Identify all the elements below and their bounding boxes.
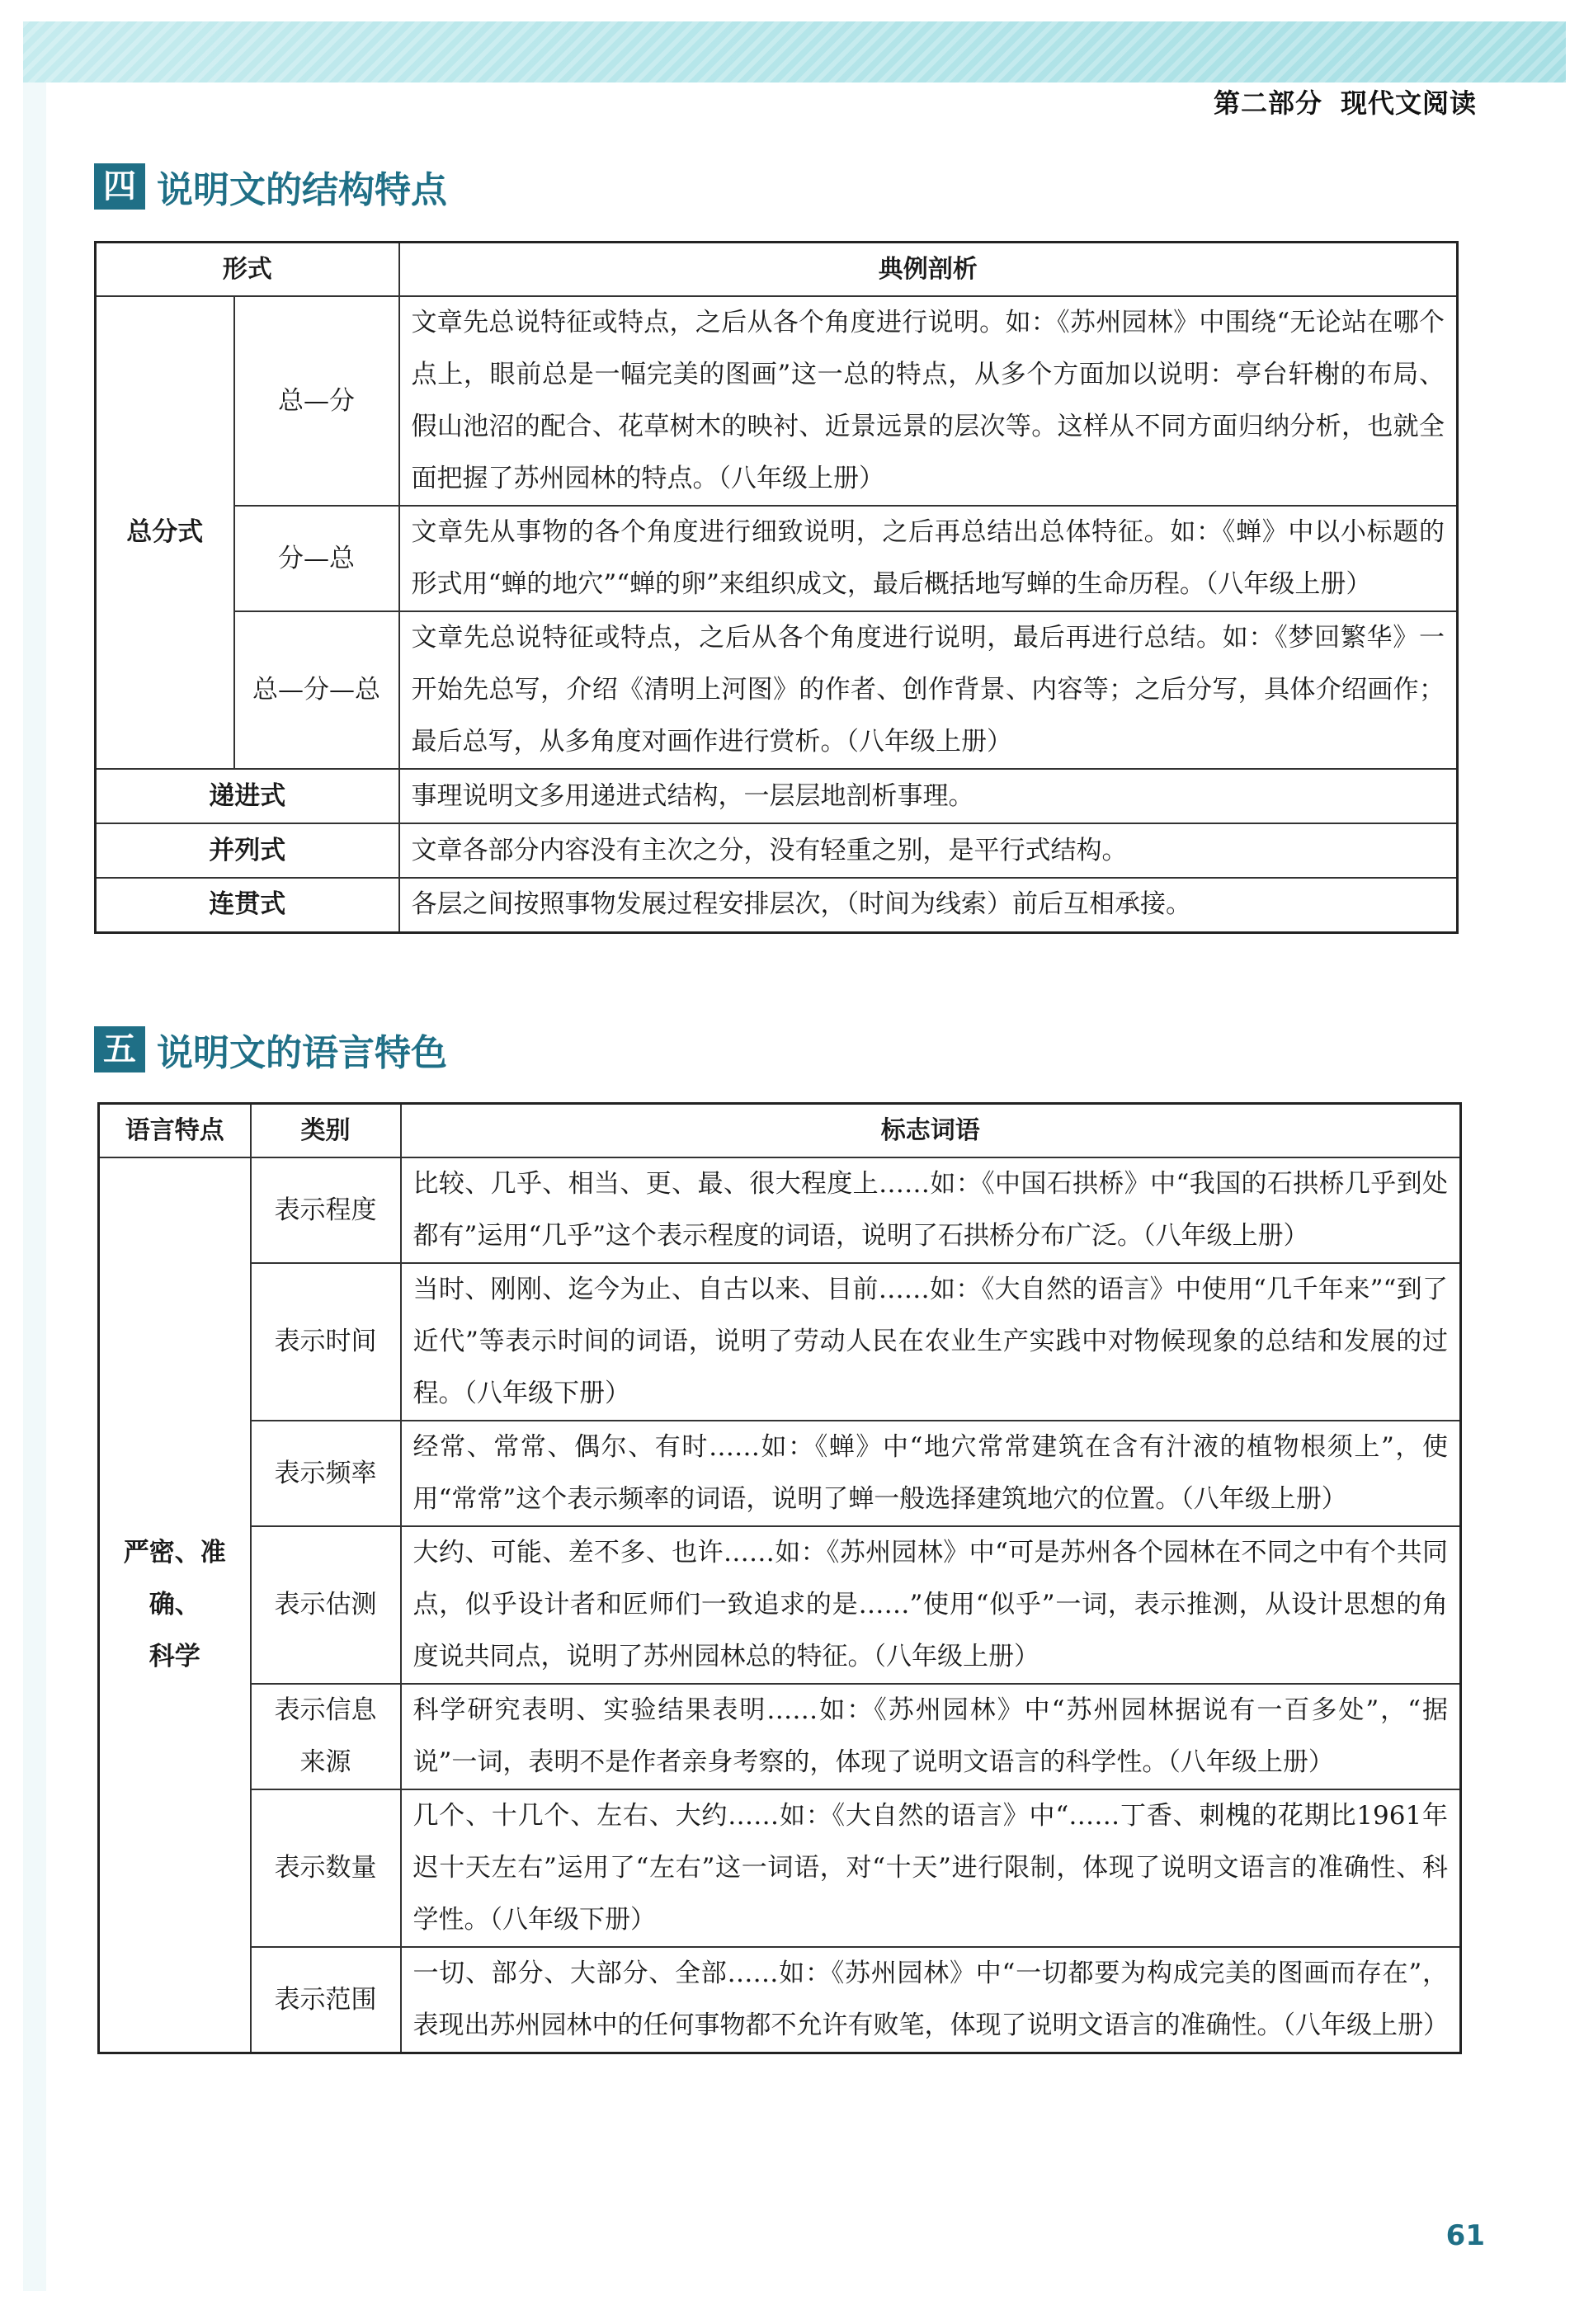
col-feature-header: 语言特点	[99, 1104, 251, 1158]
category-label: 表示频率	[251, 1421, 401, 1526]
form-label: 连贯式	[96, 878, 399, 932]
feature-label-line1: 严密、准确、	[123, 1538, 226, 1619]
section4-number: 四	[94, 163, 145, 210]
table-row	[99, 1157, 1461, 1263]
section5-title: 说明文的语言特色	[157, 1032, 447, 1074]
page-number: 61	[1445, 2219, 1485, 2252]
row-description: 各层之间按照事物发展过程安排层次，（时间为线索）前后互相承接。	[399, 878, 1458, 932]
row-description: 文章各部分内容没有主次之分，没有轻重之别，是平行式结构。	[399, 823, 1458, 878]
col-words-header: 标志词语	[401, 1104, 1461, 1158]
table-row	[96, 296, 1458, 506]
row-description: 文章先总说特征或特点，之后从各个角度进行说明，最后再进行总结。如：《梦回繁华》一开始先总写，介绍《清明上河图》的作者、创作背景、内容等；之后分写，具体介绍画作；最后总写，从多角度对画作进行赏析。（八年级上册）	[399, 611, 1458, 769]
table-row	[99, 1947, 1461, 2053]
row-description: 文章先从事物的各个角度进行细致说明，之后再总结出总体特征。如：《蝉》中以小标题的形式用“蝉的地穴”“蝉的卵”来组织成文，最后概括地写蝉的生命历程。（八年级上册）	[399, 506, 1458, 611]
category-label: 表示程度	[251, 1157, 401, 1263]
row-sub-label: 总—分	[234, 296, 399, 506]
category-label: 表示时间	[251, 1263, 401, 1421]
row-description: 一切、部分、大部分、全部……如：《苏州园林》中“一切都要为构成完美的图画而存在”，表现出苏州园林中的任何事物都不允许有败笔，体现了说明文语言的准确性。（八年级上册）	[401, 1947, 1461, 2053]
table-row	[99, 1526, 1461, 1684]
col-category-header: 类别	[251, 1104, 401, 1158]
table-row	[99, 1263, 1461, 1421]
running-header	[1163, 82, 1477, 120]
header-subject: 现代文阅读	[1340, 87, 1477, 119]
section5-number: 五	[94, 1026, 145, 1072]
language-table	[97, 1102, 1462, 2054]
group-label-zongfenshi: 总分式	[96, 296, 234, 769]
row-sub-label: 分—总	[234, 506, 399, 611]
row-description: 文章先总说特征或特点，之后从各个角度进行说明。如：《苏州园林》中围绕“无论站在哪个点上，眼前总是一幅完美的图画”这一总的特点，从多个方面加以说明：亭台轩榭的布局、假山池沼的配合、花草树木的映衬、近景远景的层次等。这样从不同方面归纳分析，也就全面把握了苏州园林的特点。（八年级上册）	[399, 296, 1458, 506]
table-row	[96, 769, 1458, 823]
row-description: 几个、十几个、左右、大约……如：《大自然的语言》中“……丁香、刺槐的花期比1961年迟十天左右”运用了“左右”这一词语，对“十天”进行限制，体现了说明文语言的准确性、科学性。（八年级下册）	[401, 1789, 1461, 1947]
feature-label	[99, 1157, 251, 2053]
category-label: 表示数量	[251, 1789, 401, 1947]
row-description: 大约、可能、差不多、也许……如：《苏州园林》中“可是苏州各个园林在不同之中有个共同点，似乎设计者和匠师们一致追求的是……”使用“似乎”一词，表示推测，从设计思想的角度说共同点，说明了苏州园林总的特征。（八年级上册）	[401, 1526, 1461, 1684]
feature-label-line2: 科学	[148, 1642, 200, 1671]
table-header-row	[99, 1104, 1461, 1158]
category-label: 表示信息来源	[251, 1684, 401, 1789]
col-form-header: 形式	[96, 243, 399, 297]
table-row	[99, 1421, 1461, 1526]
form-label: 并列式	[96, 823, 399, 878]
table-row	[96, 823, 1458, 878]
row-description: 当时、刚刚、迄今为止、自古以来、目前……如：《大自然的语言》中使用“几千年来”“到了近代”等表示时间的词语，说明了劳动人民在农业生产实践中对物候现象的总结和发展的过程。（八年级下册）	[401, 1263, 1461, 1421]
row-sub-label: 总—分—总	[234, 611, 399, 769]
category-label: 表示范围	[251, 1947, 401, 2053]
section4-heading	[94, 160, 447, 213]
category-label: 表示估测	[251, 1526, 401, 1684]
form-label: 递进式	[96, 769, 399, 823]
table-row	[96, 878, 1458, 932]
table-row	[99, 1684, 1461, 1789]
structure-table	[94, 241, 1459, 934]
row-description: 事理说明文多用递进式结构，一层层地剖析事理。	[399, 769, 1458, 823]
row-description: 科学研究表明、实验结果表明……如：《苏州园林》中“苏州园林据说有一百多处”，“据说”一词，表明不是作者亲身考察的，体现了说明文语言的科学性。（八年级上册）	[401, 1684, 1461, 1789]
section5-heading	[94, 1023, 447, 1076]
table-row	[96, 611, 1458, 769]
table-row	[96, 506, 1458, 611]
top-decorative-band	[23, 21, 1566, 82]
row-description: 比较、几乎、相当、更、最、很大程度上……如：《中国石拱桥》中“我国的石拱桥几乎到处都有”运用“几乎”这个表示程度的词语，说明了石拱桥分布广泛。（八年级上册）	[401, 1157, 1461, 1263]
table-row	[99, 1789, 1461, 1947]
header-part: 第二部分	[1213, 87, 1322, 119]
col-example-header: 典例剖析	[399, 243, 1458, 297]
row-description: 经常、常常、偶尔、有时……如：《蝉》中“地穴常常建筑在含有汁液的植物根须上”，使用“常常”这个表示频率的词语，说明了蝉一般选择建筑地穴的位置。（八年级上册）	[401, 1421, 1461, 1526]
left-margin-tint	[23, 82, 46, 2291]
section4-title: 说明文的结构特点	[157, 169, 447, 211]
table-header-row	[96, 243, 1458, 297]
